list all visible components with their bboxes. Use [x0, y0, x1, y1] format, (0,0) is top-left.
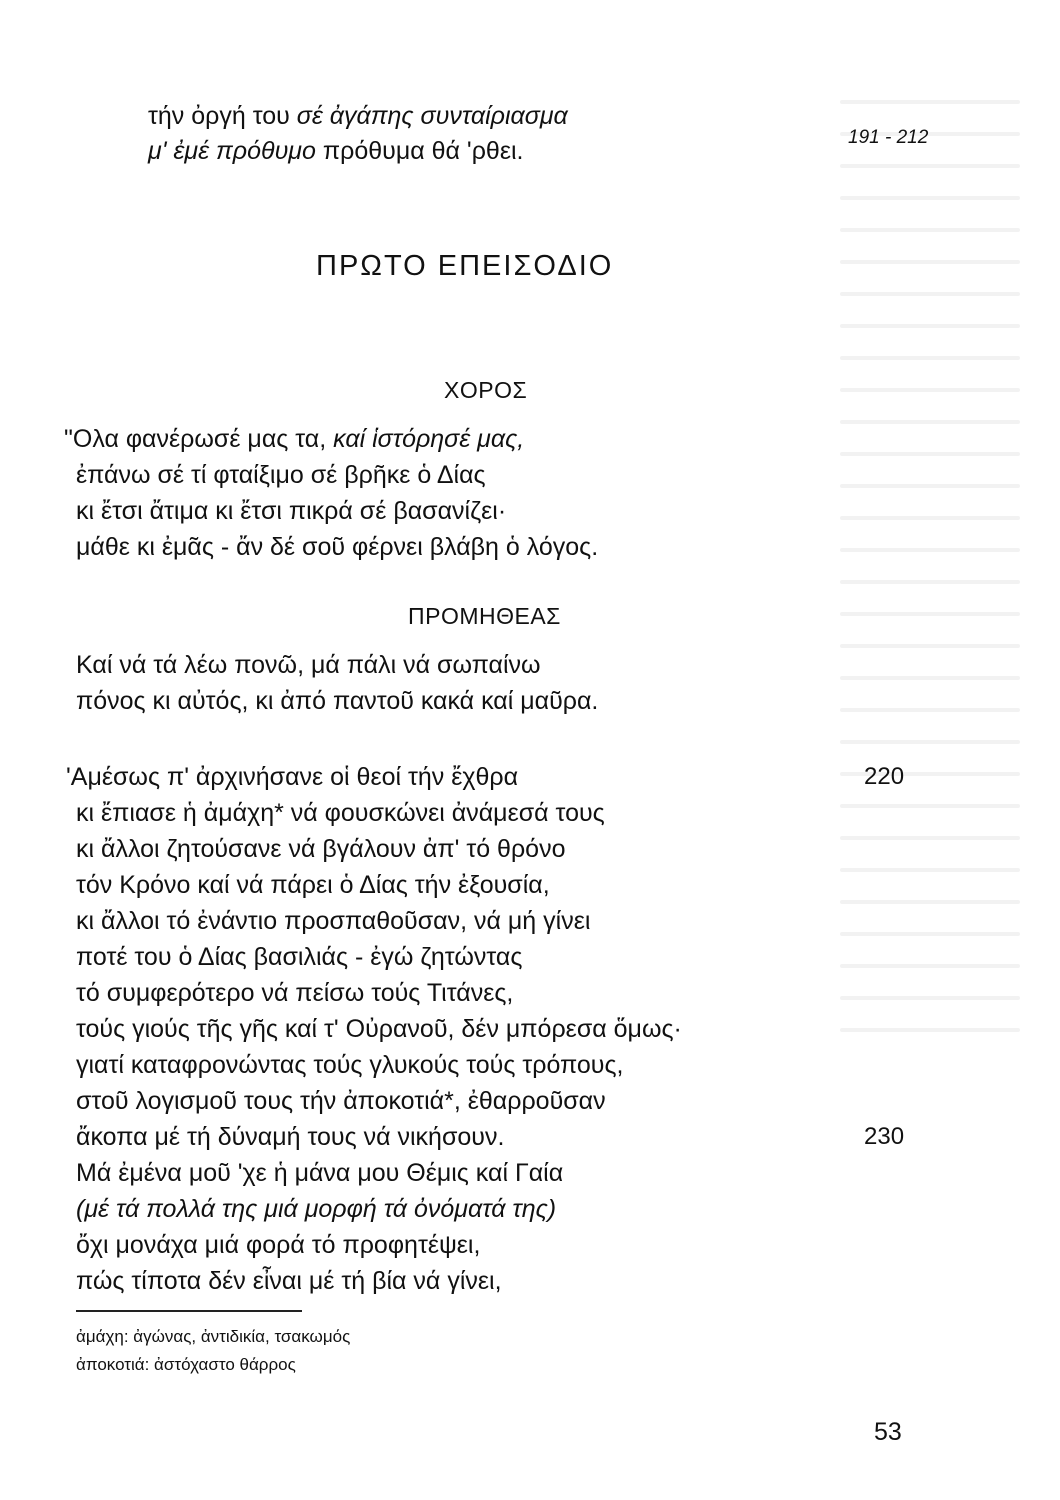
chorus-line-1-roman: "Ολα φανέρωσέ μας τα,	[64, 425, 334, 453]
speaker-chorus: ΧΟΡΟΣ	[444, 377, 528, 403]
episode-title: ΠΡΩΤΟ ΕΠΕΙΣΟΔΙΟ	[316, 250, 614, 282]
verse-line-227: γιατί καταφρονώντας τούς γλυκούς τούς τρόπους,	[76, 1051, 624, 1079]
line-range-header: 191 - 212	[848, 127, 929, 148]
verse-line-228: στοῦ λογισμοῦ τους τήν ἀποκοτιά*, ἐθαρροῦσαν	[76, 1087, 606, 1115]
page-number: 53	[874, 1418, 902, 1446]
chorus-line-1	[64, 424, 524, 454]
bleed-through	[840, 100, 1020, 1150]
verse-line-226: τούς γιούς τῆς γῆς καί τ' Οὐρανοῦ, δέν μπόρεσα ὅμως·	[76, 1015, 682, 1043]
footnote-apokotia: ἀποκοτιά: ἀστόχαστο θάρρος	[76, 1355, 296, 1374]
verse-line-233: πώς τίποτα δέν εἶναι μέ τή βία νά γίνει,	[76, 1267, 502, 1295]
verse-line-232: ὄχι μονάχα μιά φορά τό προφητέψει,	[76, 1231, 481, 1259]
verse-line-229: ἄκοπα μέ τή δύναμή τους νά νικήσουν.	[76, 1123, 505, 1151]
chorus-line-1-italic: καί ἱστόρησέ μας,	[333, 425, 525, 453]
footnote-amachi: ἀμάχη: ἀγώνας, ἀντιδικία, τσακωμός	[76, 1327, 351, 1346]
opening-line-2-roman: πρόθυμα θά 'ρθει.	[315, 137, 524, 165]
chorus-line-2: ἐπάνω σέ τί φταίξιμο σέ βρῆκε ὁ Δίας	[76, 461, 486, 489]
chorus-line-4: μάθε κι ἐμᾶς - ἄν δέ σοῦ φέρνει βλάβη ὁ λόγος.	[76, 533, 599, 561]
prometheus-line-1: Καί νά τά λέω πονῶ, μά πάλι νά σωπαίνω	[76, 651, 541, 679]
opening-line-1-italic: σέ ἀγάπης συνταίριασμα	[296, 102, 568, 130]
opening-line-1	[148, 101, 568, 131]
opening-line-2	[148, 136, 523, 166]
verse-line-224: ποτέ του ὁ Δίας βασιλιάς - ἐγώ ζητώντας	[76, 943, 523, 971]
verse-line-225: τό συμφερότερο νά πείσω τούς Τιτάνες,	[76, 979, 514, 1007]
verse-line-italic: (μέ τά πολλά της μιά μορφή τά ὀνόματά της)	[76, 1195, 557, 1223]
opening-line-1-roman: τήν ὀργή του	[148, 102, 297, 130]
verse-line-220: κι ἔπιασε ἡ ἀμάχη* νά φουσκώνει ἀνάμεσά τους	[76, 799, 605, 827]
prometheus-line-2: πόνος κι αὐτός, κι ἀπό παντοῦ κακά καί μαῦρα.	[76, 687, 599, 715]
opening-line-2-italic: μ' ἐμέ πρόθυμο	[148, 137, 316, 165]
footnote-divider	[76, 1310, 302, 1312]
speaker-prometheus: ΠΡΟΜΗΘΕΑΣ	[408, 603, 561, 629]
verse-line-219: 'Αμέσως π' ἀρχινήσανε οἱ θεοί τήν ἔχθρα	[66, 763, 519, 791]
verse-line-230: Μά ἐμένα μοῦ 'χε ἡ μάνα μου Θέμις καί Γαία	[76, 1159, 564, 1187]
verse-line-223: κι ἄλλοι τό ἐνάντιο προσπαθοῦσαν, νά μή γίνει	[76, 907, 591, 935]
line-number-220: 220	[864, 763, 905, 790]
line-number-230: 230	[864, 1123, 905, 1150]
verse-line-222: τόν Κρόνο καί νά πάρει ὁ Δίας τήν ἐξουσία,	[76, 871, 550, 899]
chorus-line-3: κι ἔτσι ἄτιμα κι ἔτσι πικρά σέ βασανίζει·	[76, 497, 507, 525]
verse-line-221: κι ἄλλοι ζητούσανε νά βγάλουν ἀπ' τό θρόνο	[76, 835, 566, 863]
